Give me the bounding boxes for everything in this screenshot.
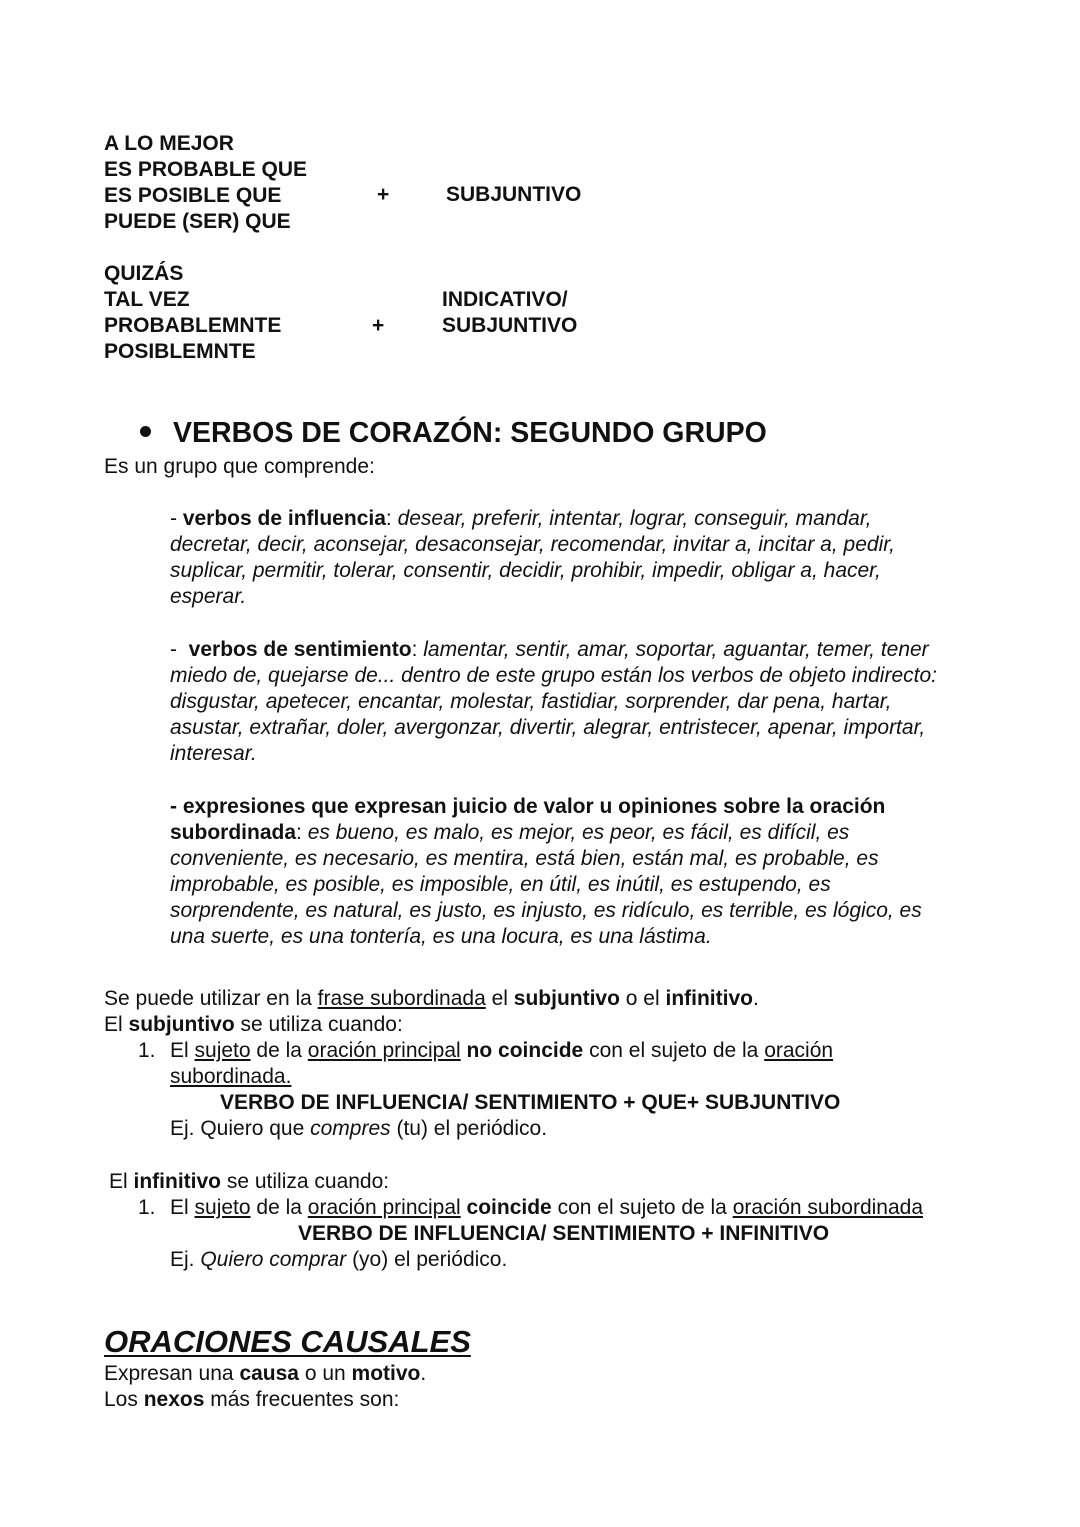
list-item: TAL VEZ [104, 288, 190, 311]
subjuntivo-intro: El subjuntivo se utiliza cuando: [104, 1013, 403, 1036]
list-item: POSIBLEMNTE [104, 340, 256, 363]
mood-subjunctive: SUBJUNTIVO [446, 183, 582, 206]
causales-nexos: Los nexos más frecuentes son: [104, 1388, 400, 1411]
verbos-sentimiento-paragraph: - verbos de sentimiento: lamentar, sentir, amar, soportar, aguantar, temer, tener miedo de, quejarse de... dentro de este grupo están los verbos de objeto indirecto: disgustar, apetecer, encantar, molestar, fastidiar, sorprender, dar pena, hartar, asustar, extrañar, doler, avergonzar, divertir, alegrar, entristecer, apenar, importar, interesar. [170, 638, 937, 765]
subjuntivo-example: Ej. Quiero que compres (tu) el periódico. [170, 1117, 548, 1140]
list-item: QUIZÁS [104, 262, 184, 285]
plus-sign: + [377, 183, 390, 206]
infinitivo-intro: El infinitivo se utiliza cuando: [109, 1170, 390, 1193]
mood-indicative-subjunctive: INDICATIVO/ SUBJUNTIVO [442, 288, 578, 337]
probability-list-mixed [104, 261, 281, 365]
bullet-icon [140, 426, 151, 437]
subjuntivo-rule: El sujeto de la oración principal no coincide con el sujeto de la oración subordinada. [170, 1039, 834, 1088]
infinitivo-example: Ej. Quiero comprar (yo) el periódico. [170, 1248, 508, 1271]
list-number: 1. [138, 1039, 156, 1062]
section-title: ORACIONES CAUSALES [104, 1324, 471, 1359]
probability-list-subjunctive [104, 131, 307, 235]
list-item: PUEDE (SER) QUE [104, 210, 291, 233]
plus-sign: + [372, 314, 385, 337]
section-heading: VERBOS DE CORAZÓN: SEGUNDO GRUPO [140, 417, 767, 450]
list-item: ES PROBABLE QUE [104, 158, 308, 181]
subjuntivo-formula: VERBO DE INFLUENCIA/ SENTIMIENTO + QUE+ SUBJUNTIVO [220, 1091, 841, 1114]
infinitivo-formula: VERBO DE INFLUENCIA/ SENTIMIENTO + INFINITIVO [298, 1222, 830, 1245]
infinitivo-rule: El sujeto de la oración principal coincide con el sujeto de la oración subordinada [170, 1196, 924, 1219]
causales-definition: Expresan una causa o un motivo. [104, 1362, 427, 1385]
list-item: A LO MEJOR [104, 132, 234, 155]
expresiones-paragraph: - expresiones que expresan juicio de valor u opiniones sobre la oración subordinada: es bueno, es malo, es mejor, es peor, es fácil, es difícil, es conveniente, es necesario, es mentira, está bien, están mal, es probable, es improbable, es posible, es imposible, en útil, es inútil, es estupendo, es sorprendente, es natural, es justo, es injusto, es ridículo, es terrible, es lógico, es una suerte, es una tontería, es una locura, es una lástima. [170, 795, 922, 948]
intro-text: Es un grupo que comprende: [104, 455, 375, 478]
list-number: 1. [138, 1196, 156, 1219]
list-item: PROBABLEMNTE [104, 314, 282, 337]
verbos-influencia-paragraph: - verbos de influencia: desear, preferir, intentar, lograr, conseguir, mandar, decretar, decir, aconsejar, desaconsejar, recomendar, invitar a, incitar a, pedir, suplicar, permitir, tolerar, consentir, decidir, prohibir, impedir, obligar a, hacer, esperar. [170, 507, 895, 608]
uso-sentence: Se puede utilizar en la frase subordinada el subjuntivo o el infinitivo. [104, 987, 759, 1010]
list-item: ES POSIBLE QUE [104, 184, 282, 207]
